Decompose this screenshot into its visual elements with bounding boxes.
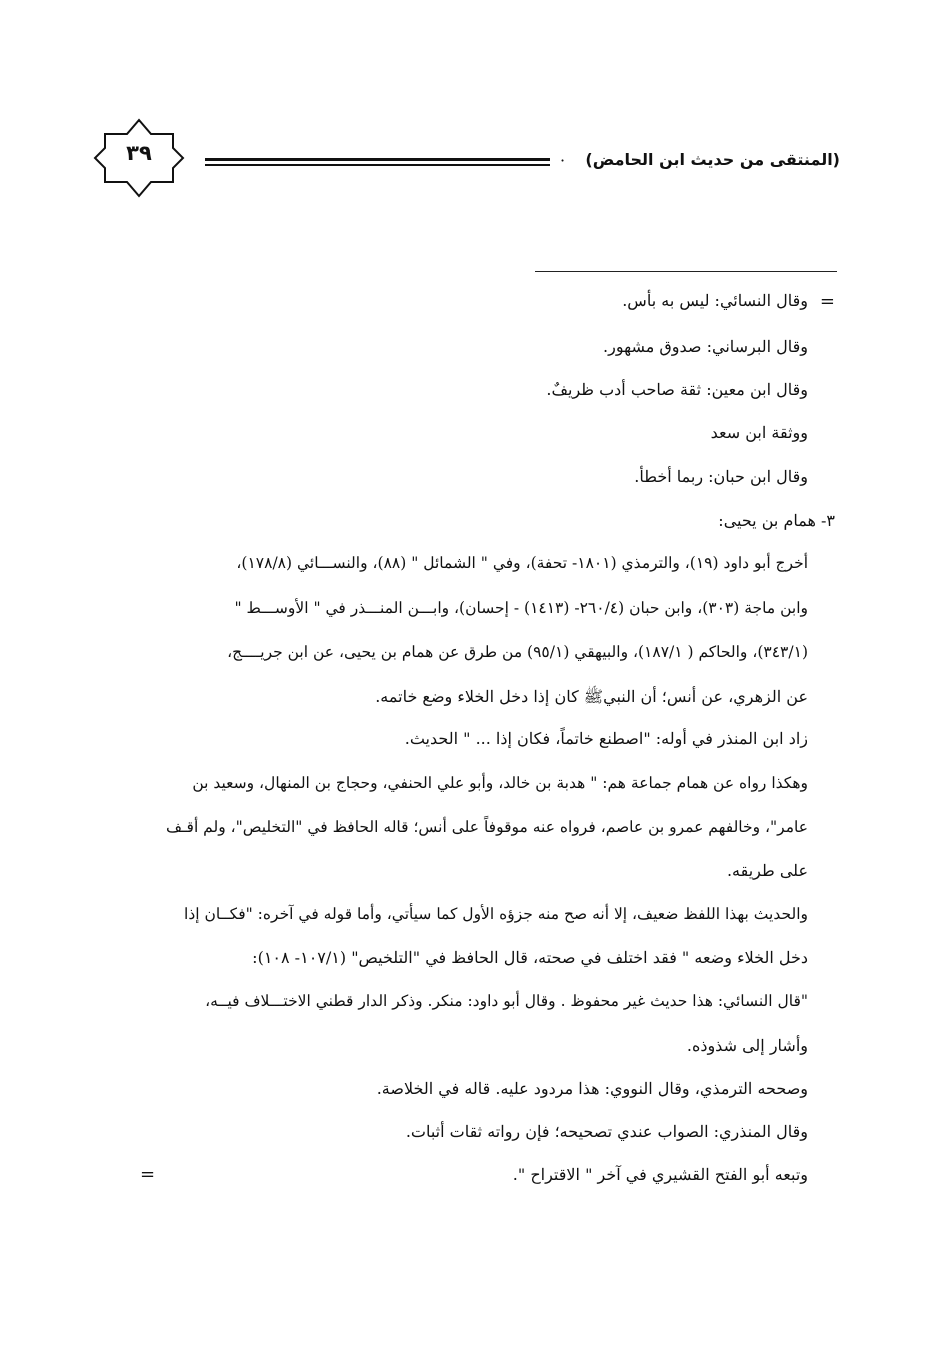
page-number: ٣٩ bbox=[126, 141, 152, 165]
continuation-end-marker: = bbox=[140, 1164, 156, 1185]
header-dot: · bbox=[560, 151, 566, 170]
footnote-line: وقال ابن حبان: ربما أخطأ. bbox=[634, 467, 808, 486]
footnote-line: وصححه الترمذي، وقال النووي: هذا مردود عليه. قاله في الخلاصة. bbox=[376, 1079, 808, 1098]
footnote-line: أخرج أبو داود (١٩)، والترمذي (١٨٠١- تحفة)، وفي " الشمائل " (٨٨)، والنســـائي (١٧٨/٨)، bbox=[236, 554, 808, 572]
footnote-line: على طريقه. bbox=[726, 861, 808, 880]
header-rule-thick bbox=[205, 158, 550, 161]
footnote-line: "قال النسائي: هذا حديث غير محفوظ . وقال أبو داود: منكر. وذكر الدار قطني الاختـــلاف فيــه، bbox=[205, 992, 808, 1010]
footnote-line: ووثقة ابن سعد bbox=[710, 423, 808, 442]
footnote-line: زاد ابن المنذر في أوله: "اصطنع خاتماً، فكان إذا ... " الحديث. bbox=[404, 729, 808, 748]
header-rule-thin bbox=[205, 164, 550, 166]
section-heading: ٣- همام بن يحيى: bbox=[718, 511, 835, 530]
footnote-line: وقال ابن معين: ثقة صاحب أدب ظريفٌ. bbox=[546, 380, 808, 399]
footnote-line: وأشار إلى شذوذه. bbox=[686, 1036, 808, 1055]
footnote-line: وهكذا رواه عن همام جماعة هم: " هدبة بن خالد، وأبو علي الحنفي، وحجاج بن المنهال، وسعيد بن bbox=[192, 774, 808, 792]
footnote-line: عن الزهري، عن أنس؛ أن النبيﷺ كان إذا دخل الخلاء وضع خاتمه. bbox=[375, 687, 808, 706]
footnote-line: وقال النسائي: ليس به بأس. bbox=[622, 291, 808, 310]
footnote-line: دخل الخلاء وضعه " فقد اختلف في صحته، قال الحافظ في "التلخيص" (١٠٧/١- ١٠٨): bbox=[252, 948, 808, 967]
footnote-line: وتبعه أبو الفتح القشيري في آخر " الاقتراح ". bbox=[512, 1165, 808, 1184]
footnote-line: وقال البرساني: صدوق مشهور. bbox=[603, 337, 808, 356]
footnote-line: وابن ماجة (٣٠٣)، وابن حبان (٢٦٠/٤- (١٤١٣) - إحسان)، وابـــن المنـــذر في " الأوســـط " bbox=[234, 599, 808, 617]
footnote-line: والحديث بهذا اللفظ ضعيف، إلا أنه صح منه جزؤه الأول كما سيأتي، وأما قوله في آخره: "فكــان إذا bbox=[184, 905, 808, 923]
footnote-line: (٣٤٣/١)، والحاكم ( ١٨٧/١)، والبيهقي (٩٥/١) من طرق عن همام بن يحيى، عن ابن جريــــج، bbox=[227, 643, 808, 661]
continuation-marker: = bbox=[819, 291, 835, 312]
footnote-rule bbox=[535, 271, 837, 272]
footnote-line: وقال المنذري: الصواب عندي تصحيحه؛ فإن رواته ثقات أثبات. bbox=[405, 1122, 808, 1141]
footnote-line: عامر"، وخالفهم عمرو بن عاصم، فرواه عنه موقوفاً على أنس؛ قاله الحافظ في "التخليص"، ولم أقـف bbox=[165, 818, 808, 836]
running-header-title: (المنتقى من حديث ابن الحامض) bbox=[585, 150, 840, 169]
